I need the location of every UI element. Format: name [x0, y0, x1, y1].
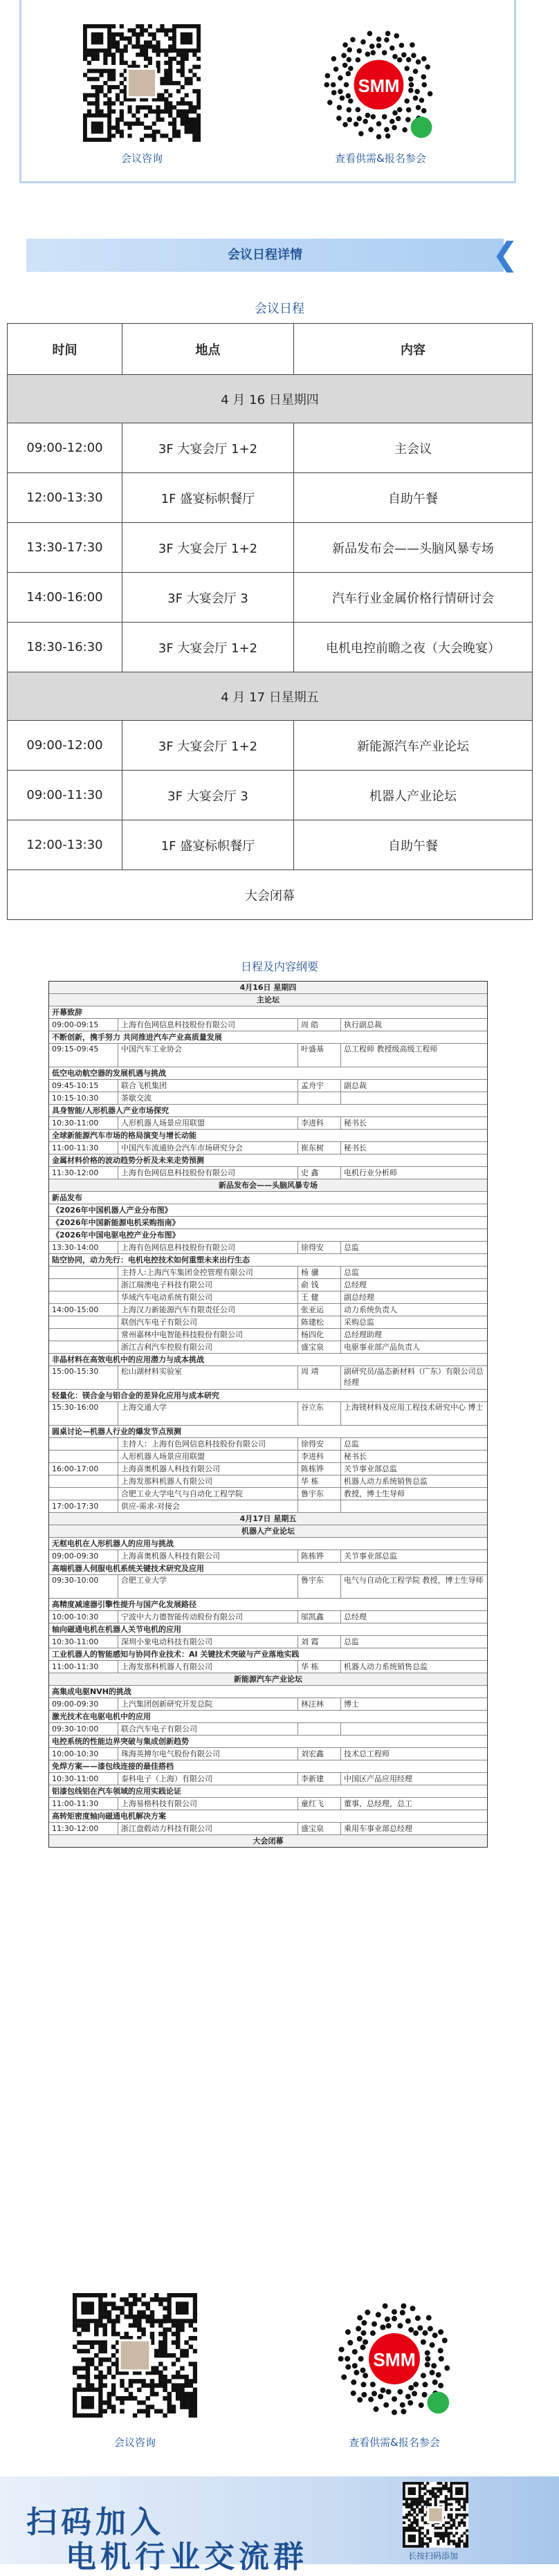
- agenda-speaker: 刘 霞: [298, 1636, 341, 1648]
- agenda-speaker: 李进科: [298, 1117, 341, 1129]
- agenda-row-title: 工业机器人的智能感知与协同作业技术：AI 关键技术突破与产业落地实践: [52, 1650, 300, 1659]
- agenda-topic-row: [49, 1710, 487, 1722]
- agenda-title: 动力系统负责人: [344, 1305, 397, 1314]
- agenda-time: 09:45-10:15: [49, 1080, 118, 1092]
- agenda-org: 中国汽车流通协会汽车市场研究分会: [118, 1142, 298, 1154]
- agenda-row-title: 铝漆包线铝在汽车领域的应用实践论证: [52, 1787, 181, 1796]
- agenda-title: 电机行业分析师: [344, 1168, 397, 1177]
- cell-location: 3F 大宴会厅 3: [122, 771, 294, 820]
- agenda-speaker: 俞 钱: [298, 1279, 341, 1291]
- agenda-org: 上海汉力新能源汽车有限责任公司: [118, 1304, 298, 1316]
- agenda-row-title: 激光技术在电驱电机中的应用: [52, 1712, 151, 1721]
- agenda-time: 09:00-09:15: [49, 1019, 118, 1031]
- agenda-speaker-row: [49, 1401, 487, 1425]
- agenda-org: 深圳小象电动科技有限公司: [118, 1636, 298, 1648]
- agenda-speaker: 鲁宇东: [298, 1488, 341, 1500]
- agenda-org: 茶歇交流: [118, 1092, 298, 1104]
- cell-content: 新品发布会——头脑风暴专场: [294, 523, 533, 573]
- agenda-topic-row: [49, 1031, 487, 1043]
- agenda-topic-row: [49, 1229, 487, 1241]
- table-row: [8, 820, 533, 870]
- agenda-speaker-row: [49, 1574, 487, 1598]
- agenda-row-title: 新品发布: [52, 1193, 82, 1202]
- agenda-title: [341, 1723, 487, 1735]
- contact-qr-code-bottom[interactable]: [73, 2293, 197, 2418]
- cell-content: 电机电控前瞻之夜（大会晚宴）: [294, 623, 533, 672]
- cell-time: 12:00-13:30: [8, 820, 122, 870]
- agenda-speaker-row: [49, 1660, 487, 1673]
- cell-time: 12:00-13:30: [8, 473, 122, 523]
- agenda-section-row: [49, 1525, 487, 1537]
- agenda-time: 15:00-15:30: [49, 1366, 118, 1389]
- agenda-title: 副总裁: [344, 1081, 367, 1090]
- agenda-org: 合肥工业大学: [118, 1575, 298, 1598]
- cell-content: 自助午餐: [294, 473, 533, 523]
- cell-time: 09:00-11:30: [8, 771, 122, 820]
- cell-time: 18:30-16:30: [8, 623, 122, 672]
- contact-caption: 会议咨询: [120, 152, 163, 165]
- agenda-org: 联创汽车电子有限公司: [118, 1316, 298, 1328]
- agenda-org: 宁波中大力德智能传动股份有限公司: [118, 1611, 298, 1623]
- cell-time: 13:30-17:30: [8, 523, 122, 573]
- frame-bottom-border: [19, 181, 516, 183]
- agenda-topic-row: [49, 1216, 487, 1229]
- schedule-table: [7, 323, 533, 920]
- cell-content: 新能源汽车产业论坛: [294, 721, 533, 771]
- agenda-speaker: 李进科: [298, 1451, 341, 1462]
- agenda-speaker: [298, 1723, 341, 1735]
- cell-time: 14:00-16:00: [8, 573, 122, 623]
- day-row: 4 月 16 日星期四: [8, 375, 533, 423]
- agenda-table: [48, 981, 488, 1848]
- closing-row: 大会闭幕: [8, 870, 533, 920]
- agenda-org: 上海发那科机器人有限公司: [118, 1661, 298, 1673]
- agenda-speaker: 崔东树: [298, 1142, 341, 1154]
- agenda-title: 总监: [344, 1637, 359, 1646]
- cell-time: 09:00-12:00: [8, 721, 122, 771]
- agenda-speaker: 林汪林: [298, 1698, 341, 1710]
- agenda-org: 上海交通大学: [118, 1402, 298, 1425]
- agenda-row-title: 新能源汽车产业论坛: [234, 1675, 302, 1684]
- agenda-row-title: 低空电动航空器的发展机遇与挑战: [52, 1069, 166, 1078]
- agenda-speaker-row: [49, 1635, 487, 1648]
- agenda-speaker-row: [49, 1549, 487, 1562]
- agenda-topic-row: [49, 1425, 487, 1437]
- agenda-speaker-row: [49, 1747, 487, 1760]
- agenda-time: 10:00-10:30: [49, 1611, 118, 1623]
- agenda-speaker-row: [49, 1316, 487, 1328]
- agenda-time: 13:30-14:00: [49, 1242, 118, 1253]
- agenda-speaker: 杨四化: [298, 1329, 341, 1341]
- agenda-time: [49, 1438, 118, 1450]
- agenda-topic-row: [49, 1810, 487, 1822]
- agenda-org: 上海喜奥机器人科技有限公司: [118, 1550, 298, 1562]
- agenda-speaker-row: [49, 1462, 487, 1475]
- table-row: [8, 721, 533, 771]
- agenda-time: 11:00-11:30: [49, 1661, 118, 1673]
- agenda-section-row: [49, 1834, 487, 1847]
- agenda-time: [49, 1488, 118, 1500]
- agenda-time: 15:30-16:00: [49, 1402, 118, 1425]
- agenda-row-title: 陆空协同，动力先行：电机电控技术如何重塑未来出行生态: [52, 1255, 250, 1264]
- agenda-org: 人形机器人场景应用联盟: [118, 1117, 298, 1129]
- agenda-title: 机器人动力系统销售总监: [344, 1662, 428, 1671]
- header-location: 地点: [122, 324, 294, 375]
- cell-location: 1F 盛宴标帜餐厅: [122, 473, 294, 523]
- agenda-title: 总监: [344, 1439, 359, 1448]
- agenda-org: 联合飞机集团: [118, 1080, 298, 1092]
- agenda-speaker: 童红飞: [298, 1798, 341, 1810]
- agenda-org: 常州嘉林中电智能科技股份有限公司: [118, 1329, 298, 1341]
- agenda-title: [341, 1500, 487, 1512]
- agenda-topic-row: [49, 1104, 487, 1116]
- agenda-row-title: 金属材料价格的波动趋势分析及未来走势预测: [52, 1156, 204, 1165]
- agenda-row-title: 轻量化：镁合金与铝合金的差异化应用与成本研究: [52, 1391, 219, 1400]
- agenda-row-title: 开幕致辞: [52, 1008, 82, 1017]
- agenda-org: 主持人：上海有色网信息科技股份有限公司: [118, 1438, 298, 1450]
- agenda-title: 乘用车事业部总经理: [344, 1824, 412, 1833]
- cell-location: 1F 盛宴标帜餐厅: [122, 820, 294, 870]
- agenda-time: [49, 1451, 118, 1462]
- cell-content: 主会议: [294, 423, 533, 473]
- agenda-time: [49, 1316, 118, 1328]
- agenda-topic-row: [49, 1685, 487, 1698]
- agenda-time: 09:30-10:00: [49, 1575, 118, 1598]
- agenda-row-title: 《2026年中国机器人产业分布图》: [52, 1206, 172, 1215]
- agenda-org: 联合汽车电子有限公司: [118, 1723, 298, 1735]
- header-content: 内容: [294, 324, 533, 375]
- group-qr-code[interactable]: [403, 2482, 468, 2548]
- agenda-subtitle: 日程及内容纲要: [240, 960, 318, 973]
- contact-qr-code[interactable]: [83, 24, 201, 142]
- agenda-title: 秘书长: [344, 1452, 367, 1461]
- frame-right-border: [514, 0, 516, 183]
- agenda-speaker-row: [49, 1475, 487, 1487]
- agenda-org: 上海有色网信息科技股份有限公司: [118, 1167, 298, 1179]
- agenda-title: 中国区产品应用经理: [344, 1774, 412, 1783]
- smm-miniprogram-code-bottom[interactable]: [332, 2297, 457, 2421]
- agenda-speaker: [298, 1500, 341, 1512]
- agenda-title: 教授，博士生导师: [344, 1489, 405, 1498]
- chevron-left-icon: ❮: [492, 235, 519, 273]
- agenda-row-title: 圆桌讨论—机器人行业的爆发节点预测: [52, 1427, 181, 1436]
- agenda-org: 浙江盘毂动力科技有限公司: [118, 1823, 298, 1834]
- agenda-title: 执行副总裁: [344, 1020, 382, 1029]
- agenda-org: 人形机器人场景应用联盟: [118, 1451, 298, 1462]
- schedule-subtitle: 会议日程: [255, 302, 304, 316]
- agenda-row-title: 不断创新，携手努力 共同推进汽车产业高质量发展: [52, 1033, 222, 1042]
- agenda-speaker: 邬凯鑫: [298, 1611, 341, 1623]
- agenda-row-title: 新品发布会——头脑风暴专场: [219, 1181, 318, 1190]
- agenda-time: 09:00-09:30: [49, 1698, 118, 1710]
- frame-left-border: [19, 0, 21, 183]
- agenda-org: 浙江瑞澳电子科技有限公司: [118, 1279, 298, 1291]
- agenda-org: 上海发那科机器人有限公司: [118, 1475, 298, 1487]
- agenda-topic-row: [49, 1204, 487, 1216]
- agenda-speaker-row: [49, 1018, 487, 1031]
- agenda-topic-row: [49, 1760, 487, 1772]
- agenda-org: 松山湖材料实验室: [118, 1366, 298, 1389]
- agenda-title: 电驱事业部产品负责人: [344, 1343, 420, 1352]
- agenda-speaker: 陈栋铧: [298, 1463, 341, 1475]
- section-banner: [26, 239, 504, 272]
- agenda-section-row: [49, 1673, 487, 1685]
- agenda-speaker-row: [49, 1437, 487, 1450]
- agenda-speaker: 盛宝泉: [298, 1823, 341, 1834]
- agenda-title: 秘书长: [344, 1119, 367, 1128]
- agenda-time: [49, 1475, 118, 1487]
- agenda-time: [49, 1291, 118, 1303]
- cell-time: 09:00-12:00: [8, 423, 122, 473]
- agenda-org: 泰科电子（上海）有限公司: [118, 1773, 298, 1785]
- svg-text:SMM: SMM: [373, 2349, 416, 2371]
- agenda-speaker: 盛宝泉: [298, 1341, 341, 1353]
- agenda-speaker-row: [49, 1365, 487, 1389]
- agenda-row-title: 免焊方案——漆包线连接的最佳搭档: [52, 1762, 174, 1771]
- agenda-row-title: 高端机器人伺服电机系统关键技术研究及应用: [52, 1564, 204, 1573]
- agenda-title: 总监: [344, 1268, 359, 1277]
- agenda-speaker-row: [49, 1291, 487, 1303]
- agenda-time: 14:00-15:00: [49, 1304, 118, 1316]
- agenda-row-title: 4月17日 星期五: [239, 1514, 297, 1523]
- svg-text:SMM: SMM: [358, 76, 400, 96]
- agenda-speaker-row: [49, 1722, 487, 1735]
- agenda-speaker: 华 栋: [298, 1475, 341, 1487]
- table-row: [8, 623, 533, 672]
- agenda-title: 电气与自动化工程学院 教授，博士生导师: [344, 1576, 484, 1585]
- agenda-topic-row: [49, 1067, 487, 1079]
- cell-location: 3F 大宴会厅 3: [122, 573, 294, 623]
- signup-caption: 查看供需&报名参会: [335, 152, 426, 165]
- table-row: [8, 573, 533, 623]
- cell-location: 3F 大宴会厅 1+2: [122, 721, 294, 771]
- agenda-row-title: 《2026年中国电驱电控产业分布图》: [52, 1231, 180, 1240]
- agenda-speaker: 周 靖: [298, 1366, 341, 1389]
- agenda-time: 09:30-10:00: [49, 1723, 118, 1735]
- agenda-row-title: 非晶材料在高效电机中的应用潜力与成本挑战: [52, 1355, 204, 1364]
- agenda-time: 10:30-11:00: [49, 1773, 118, 1785]
- agenda-row-title: 无框电机在人形机器人的应用与挑战: [52, 1539, 174, 1548]
- agenda-topic-row: [49, 1129, 487, 1141]
- agenda-row-title: 全球新能源汽车市场的格局演变与增长动能: [52, 1131, 196, 1140]
- agenda-section-row: [49, 993, 487, 1006]
- cell-location: 3F 大宴会厅 1+2: [122, 523, 294, 573]
- agenda-org: 浙江吉利汽车控股有限公司: [118, 1341, 298, 1353]
- agenda-title: [341, 1092, 487, 1104]
- agenda-title: 技术总工程师: [344, 1749, 390, 1758]
- agenda-row-title: 大会闭幕: [253, 1837, 284, 1846]
- agenda-topic-row: [49, 1785, 487, 1797]
- agenda-title: 关节事业部总监: [344, 1552, 397, 1561]
- agenda-speaker-row: [49, 1166, 487, 1179]
- agenda-org: 合肥工业大学电气与自动化工程学院: [118, 1488, 298, 1500]
- agenda-title: 总经理助理: [344, 1330, 382, 1339]
- agenda-row-title: 轴向磁通电机在机器人关节电机的应用: [52, 1625, 181, 1634]
- agenda-row-title: 主论坛: [257, 995, 280, 1004]
- agenda-org: 主持人:上海汽车集团金控管理有限公司: [118, 1267, 298, 1278]
- agenda-title: 采购总监: [344, 1318, 374, 1327]
- agenda-topic-row: [49, 1389, 487, 1401]
- agenda-time: 16:00-17:00: [49, 1463, 118, 1475]
- agenda-row-title: 《2026年中国新能源电机采购指南》: [52, 1218, 180, 1227]
- agenda-title: 上海镁材料及应用工程技术研究中心 博士: [344, 1403, 484, 1412]
- agenda-time: [49, 1341, 118, 1353]
- agenda-speaker: 孟舟宇: [298, 1080, 341, 1092]
- group-qr-caption: 长按扫码添加: [408, 2551, 459, 2561]
- cell-location: 3F 大宴会厅 1+2: [122, 623, 294, 672]
- agenda-speaker: 鲁宇东: [298, 1575, 341, 1598]
- agenda-row-title: 高集成电驱NVH的挑战: [52, 1687, 131, 1696]
- agenda-speaker-row: [49, 1822, 487, 1834]
- agenda-speaker: 杨 骥: [298, 1267, 341, 1278]
- agenda-speaker: 陈栋铧: [298, 1550, 341, 1562]
- header-time: 时间: [8, 324, 122, 375]
- agenda-time: 17:00-17:30: [49, 1500, 118, 1512]
- signup-caption-bottom: 查看供需&报名参会: [349, 2436, 440, 2449]
- agenda-speaker-row: [49, 1043, 487, 1067]
- agenda-row-title: 4月16日 星期四: [239, 983, 297, 992]
- agenda-title: 董事、总经理，总工: [344, 1799, 412, 1808]
- table-row: [8, 473, 533, 523]
- agenda-title: 博士: [344, 1700, 359, 1709]
- agenda-speaker-row: [49, 1487, 487, 1500]
- cell-content: 自助午餐: [294, 820, 533, 870]
- agenda-speaker: 叶盛基: [298, 1044, 341, 1067]
- agenda-time: 10:00-10:30: [49, 1748, 118, 1760]
- agenda-title: 关节事业部总监: [344, 1464, 397, 1473]
- agenda-topic-row: [49, 1006, 487, 1018]
- agenda-time: 11:00-11:30: [49, 1798, 118, 1810]
- agenda-speaker-row: [49, 1610, 487, 1623]
- agenda-time: 11:00-11:30: [49, 1142, 118, 1154]
- agenda-org: 上海喜奥机器人科技有限公司: [118, 1463, 298, 1475]
- agenda-row-title: 高转矩密度轴向磁通电机解决方案: [52, 1812, 166, 1821]
- agenda-speaker-row: [49, 1303, 487, 1316]
- agenda-speaker: 王 健: [298, 1291, 341, 1303]
- agenda-title: 总经理: [344, 1280, 367, 1289]
- agenda-org: 中国汽车工业协会: [118, 1044, 298, 1067]
- agenda-row-title: 机器人产业论坛: [241, 1527, 295, 1536]
- join-line-2: 电机行业交流群: [66, 2539, 308, 2575]
- banner-title: 会议日程详情: [228, 248, 302, 262]
- agenda-topic-row: [49, 1353, 487, 1365]
- agenda-time: 10:15-10:30: [49, 1092, 118, 1104]
- agenda-time: [49, 1279, 118, 1291]
- agenda-speaker: 陈建松: [298, 1316, 341, 1328]
- agenda-title: 副总经理: [344, 1293, 374, 1302]
- agenda-time: [49, 1267, 118, 1278]
- agenda-speaker: 周 皓: [298, 1019, 341, 1031]
- agenda-org: 上海易格科技有限公司: [118, 1798, 298, 1810]
- agenda-speaker-row: [49, 1341, 487, 1353]
- agenda-topic-row: [49, 1154, 487, 1166]
- agenda-speaker-row: [49, 1266, 487, 1278]
- agenda-time: 10:30-11:00: [49, 1117, 118, 1129]
- agenda-title: 机器人动力系统销售总监: [344, 1477, 428, 1486]
- agenda-org: 华域汽车电动系统有限公司: [118, 1291, 298, 1303]
- agenda-speaker-row: [49, 1450, 487, 1462]
- agenda-speaker-row: [49, 1278, 487, 1291]
- agenda-speaker-row: [49, 1328, 487, 1341]
- agenda-section-row: [49, 982, 487, 993]
- cell-location: 3F 大宴会厅 1+2: [122, 423, 294, 473]
- agenda-title: 秘书长: [344, 1143, 367, 1152]
- agenda-speaker-row: [49, 1241, 487, 1253]
- agenda-speaker-row: [49, 1797, 487, 1810]
- schedule-header-row: [8, 324, 533, 375]
- agenda-topic-row: [49, 1191, 487, 1204]
- agenda-speaker: 徐得安: [298, 1438, 341, 1450]
- agenda-topic-row: [49, 1562, 487, 1574]
- agenda-section-row: [49, 1179, 487, 1191]
- agenda-speaker: 华 栋: [298, 1661, 341, 1673]
- agenda-time: 11:30-12:00: [49, 1823, 118, 1834]
- agenda-speaker-row: [49, 1116, 487, 1129]
- day-row: 4 月 17 日星期五: [8, 672, 533, 721]
- table-row: [8, 423, 533, 473]
- agenda-org: 上海有色网信息科技股份有限公司: [118, 1242, 298, 1253]
- agenda-speaker-row: [49, 1141, 487, 1154]
- agenda-speaker-row: [49, 1079, 487, 1092]
- agenda-topic-row: [49, 1623, 487, 1635]
- agenda-title: 总经理: [344, 1612, 367, 1621]
- agenda-speaker-row: [49, 1698, 487, 1710]
- agenda-topic-row: [49, 1537, 487, 1549]
- agenda-org: 珠海英搏尔电气股份有限公司: [118, 1748, 298, 1760]
- agenda-topic-row: [49, 1648, 487, 1660]
- agenda-speaker: 张亚运: [298, 1304, 341, 1316]
- join-line-1: 扫码加入: [26, 2505, 165, 2540]
- agenda-section-row: [49, 1512, 487, 1525]
- cell-content: 汽车行业金属价格行情研讨会: [294, 573, 533, 623]
- table-row: [8, 523, 533, 573]
- agenda-topic-row: [49, 1735, 487, 1747]
- agenda-speaker: 徐得安: [298, 1242, 341, 1253]
- agenda-time: 10:30-11:00: [49, 1636, 118, 1648]
- agenda-title: 总工程师 教授级高级工程师: [344, 1045, 438, 1054]
- agenda-row-title: 电控系统的性能边界突破与集成创新趋势: [52, 1737, 189, 1746]
- agenda-time: 09:00-09:30: [49, 1550, 118, 1562]
- agenda-speaker: 史 鑫: [298, 1167, 341, 1179]
- agenda-speaker: 谷立东: [298, 1402, 341, 1425]
- contact-caption-bottom: 会议咨询: [113, 2436, 156, 2449]
- agenda-speaker: 刘宏鑫: [298, 1748, 341, 1760]
- agenda-topic-row: [49, 1598, 487, 1610]
- agenda-org: 上海有色网信息科技股份有限公司: [118, 1019, 298, 1031]
- agenda-row-title: 具身智能/人形机器人产业市场探究: [52, 1106, 169, 1115]
- agenda-title: 副研究员/晶态新材料（广东）有限公司总经理: [344, 1367, 484, 1387]
- agenda-speaker-row: [49, 1500, 487, 1512]
- agenda-org: 上汽集团创新研究开发总院: [118, 1698, 298, 1710]
- smm-miniprogram-code[interactable]: [318, 24, 439, 145]
- agenda-speaker: 李新建: [298, 1773, 341, 1785]
- table-row: [8, 771, 533, 820]
- agenda-time: 11:30-12:00: [49, 1167, 118, 1179]
- agenda-speaker: [298, 1092, 341, 1104]
- agenda-topic-row: [49, 1253, 487, 1266]
- agenda-speaker-row: [49, 1092, 487, 1104]
- agenda-speaker-row: [49, 1772, 487, 1785]
- agenda-time: [49, 1329, 118, 1341]
- agenda-org: 供应-需求-对接会: [118, 1500, 298, 1512]
- cell-content: 机器人产业论坛: [294, 771, 533, 820]
- agenda-time: 09:15-09:45: [49, 1044, 118, 1067]
- agenda-title: 总监: [344, 1243, 359, 1252]
- agenda-row-title: 高精度减速器引擎性提升与国产化发展路径: [52, 1600, 196, 1609]
